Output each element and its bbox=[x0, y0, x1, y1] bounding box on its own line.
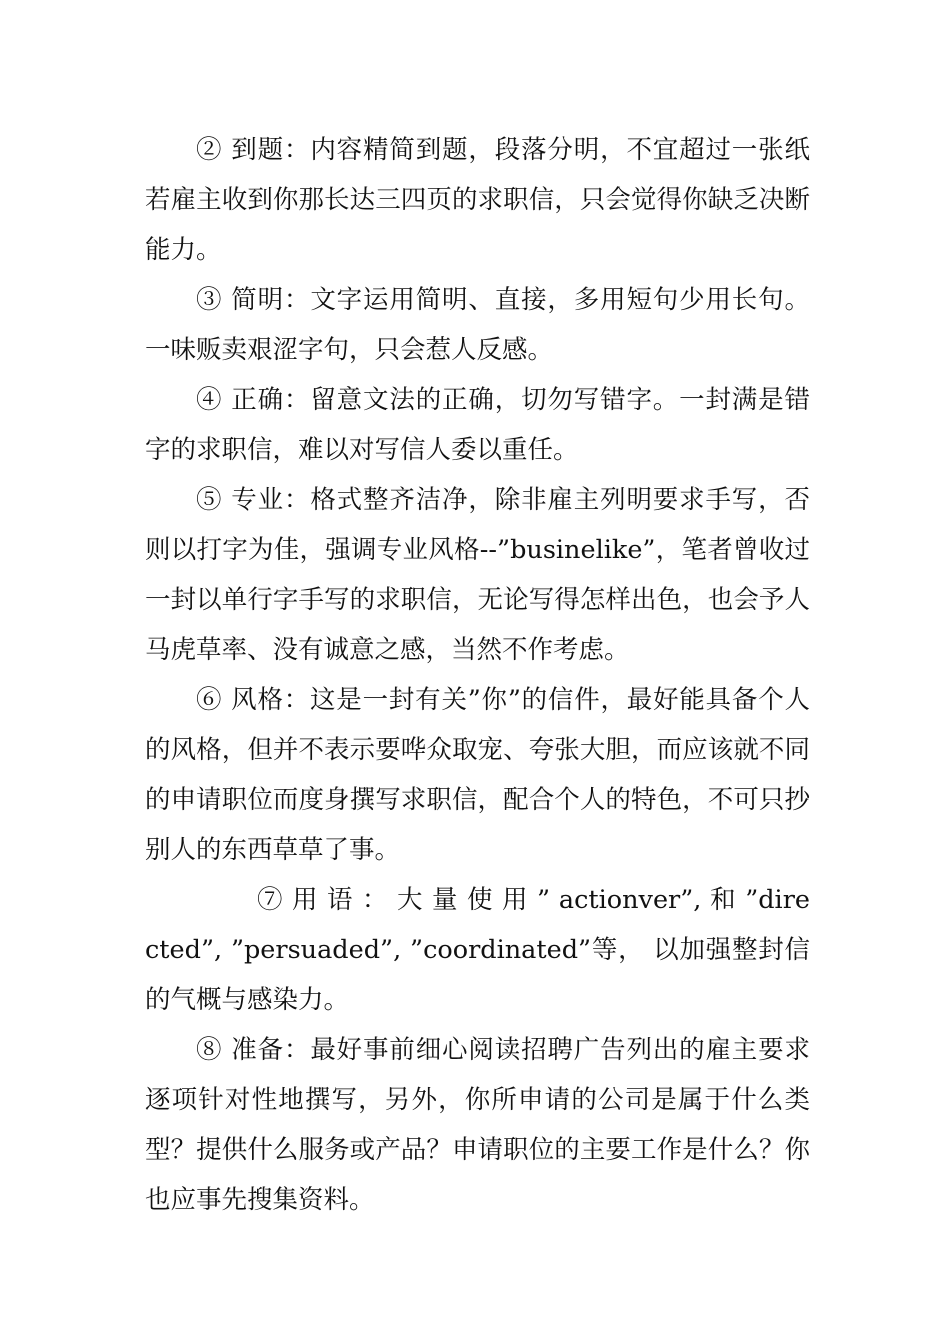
document-page bbox=[145, 125, 810, 1225]
paragraph-style: ⑥ 风格：这是一封有关”你”的信件，最好能具备个人的风格，但并不表示要哗众取宠、夸张大胆，而应该就不同的申请职位而度身撰写求职信，配合个人的特色，不可只抄别人的东西草草了事。 bbox=[145, 685, 810, 865]
paragraph-wording: ⑦ 用 语 ： 大 量 使 用 ” actionver”, 和 ”directed”, ”persuaded”, ”coordinated”等， 以加强整封信的气概与感染力。 bbox=[145, 885, 810, 1015]
paragraph-brief: ③ 简明：文字运用简明、直接，多用短句少用长句。一味贩卖艰涩字句，只会惹人反感。 bbox=[145, 285, 810, 365]
paragraph-professional: ⑤ 专业：格式整齐洁净，除非雇主列明要求手写，否则以打字为佳，强调专业风格--”busineli​ke”，笔者曾收过一封以单行字手写的求职信，无论写得怎样出色，也会予人马虎草率、没有诚意之感，当然不作考虑。 bbox=[145, 485, 810, 665]
paragraph-preparation: ⑧ 准备：最好事前细心阅读招聘广告列出的雇主要求逐项针对性地撰写，另外，你所申请的公司是属于什么类型？提供什么服务或产品？申请职位的主要工作是什么？你也应事先搜集资料。 bbox=[145, 1035, 810, 1215]
paragraph-concise: ② 到题：内容精简到题，段落分明，不宜超过一张纸若雇主收到你那长达三四页的求职信，只会觉得你缺乏决断能力。 bbox=[145, 135, 810, 265]
paragraph-correct: ④ 正确：留意文法的正确，切勿写错字。一封满是错字的求职信，难以对写信人委以重任。 bbox=[145, 385, 810, 465]
